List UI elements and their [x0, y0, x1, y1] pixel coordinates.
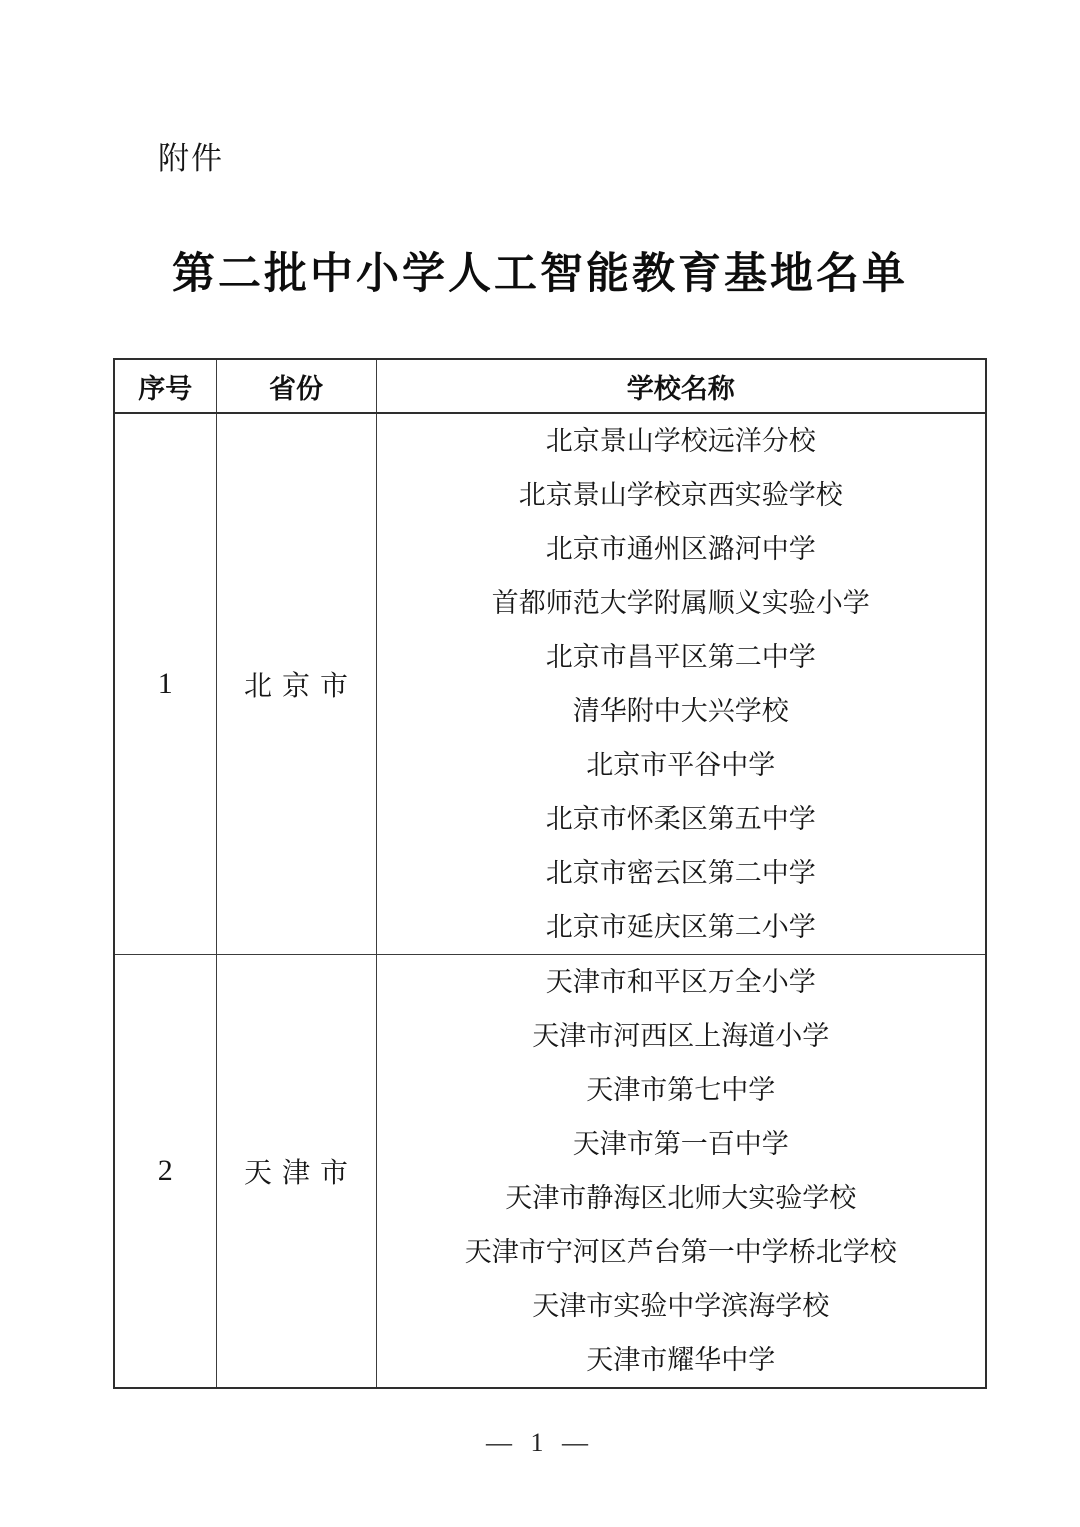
- school-name: 北京市平谷中学: [586, 750, 776, 780]
- table-header-row: [114, 359, 986, 413]
- school-name: 北京市怀柔区第五中学: [545, 804, 816, 834]
- school-name: 清华附中大兴学校: [572, 696, 789, 726]
- school-list: [376, 413, 986, 955]
- column-header-index: 序号: [114, 359, 216, 413]
- school-name: 首都师范大学附属顺义实验小学: [491, 588, 870, 618]
- school-name: 北京市通州区潞河中学: [545, 534, 816, 564]
- school-name: 天津市第一百中学: [572, 1129, 789, 1159]
- school-name: 天津市和平区万全小学: [545, 967, 816, 997]
- table-row: [114, 955, 986, 1389]
- school-name: 北京市延庆区第二小学: [545, 912, 816, 942]
- school-name: 北京景山学校京西实验学校: [518, 480, 843, 510]
- school-name: 天津市实验中学滨海学校: [532, 1291, 830, 1321]
- attachment-label: 附件: [158, 141, 224, 176]
- school-name: 天津市静海区北师大实验学校: [505, 1183, 857, 1213]
- school-roster-table: [113, 358, 987, 1389]
- column-header-school-name: 学校名称: [376, 359, 986, 413]
- table-body: [114, 413, 986, 1388]
- school-name: 天津市河西区上海道小学: [532, 1021, 830, 1051]
- row-index: 2: [114, 955, 216, 1389]
- school-name: 天津市第七中学: [586, 1075, 776, 1105]
- row-index: 1: [114, 413, 216, 955]
- school-list: [376, 955, 986, 1389]
- school-name: 北京景山学校远洋分校: [545, 426, 816, 456]
- school-name: 北京市密云区第二中学: [545, 858, 816, 888]
- school-name: 北京市昌平区第二中学: [545, 642, 816, 672]
- school-name: 天津市宁河区芦台第一中学桥北学校: [464, 1237, 897, 1267]
- province-name: 北京市: [216, 413, 376, 955]
- page-title: 第二批中小学人工智能教育基地名单: [172, 251, 908, 298]
- column-header-province: 省份: [216, 359, 376, 413]
- province-name: 天津市: [216, 955, 376, 1389]
- table-row: [114, 413, 986, 955]
- school-name: 天津市耀华中学: [586, 1345, 776, 1375]
- page-number: — 1 —: [486, 1428, 594, 1457]
